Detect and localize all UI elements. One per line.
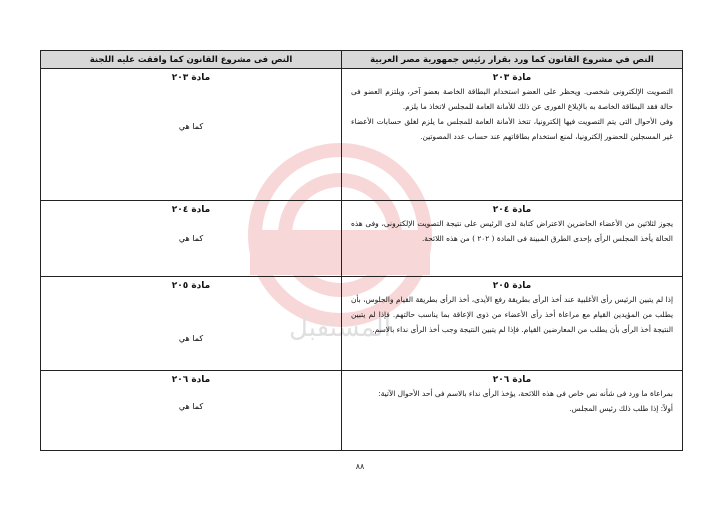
committee-status: كما هي: [178, 122, 204, 131]
original-text-cell: [342, 277, 683, 371]
article-title: مادة ٢٠٦: [171, 375, 211, 385]
table-row: [41, 277, 683, 371]
article-paragraph: وفى الأحوال التى يتم التصويت فيها إلكترونيا، تتخذ الأمانة العامة للمجلس ما يلزم لغلق حسابات الأعضاء غير المسجلين للحضور إلكترونيا، لمنع استخدام بطاقاتهم عند حساب عدد المصوتين.: [351, 117, 673, 141]
table-row: [41, 201, 683, 277]
original-text-cell: [342, 371, 683, 451]
committee-status: كما هي: [178, 402, 204, 411]
article-title: مادة ٢٠٥: [492, 281, 532, 291]
page-number: ٨٨: [355, 462, 365, 471]
law-comparison-table: [40, 50, 683, 451]
article-title: مادة ٢٠٤: [492, 205, 532, 215]
article-body: [343, 84, 681, 146]
watermark-tagline: المستقبل: [289, 313, 391, 343]
original-text-cell: [342, 69, 683, 201]
table-row: [41, 371, 683, 451]
article-body: [343, 386, 681, 418]
table-row: [41, 69, 683, 201]
article-title: مادة ٢٠٣: [492, 73, 532, 83]
article-body: [343, 216, 681, 248]
article-paragraph: بمراعاة ما ورد فى شأنه نص خاص فى هذه اللائحة، يؤخذ الرأى نداء بالاسم فى أحد الأحوال الآتية:: [378, 389, 673, 398]
header-committee-text: النص فى مشروع القانون كما وافقت عليه اللجنة: [41, 51, 342, 69]
article-paragraph: التصويت الإلكترونى شخصى. ويحظر على العضو استخدام البطاقة الخاصة بعضو آخر، ويلتزم العضو فى حالة فقد البطاقة الخاصة به بالإبلاغ الفورى عن ذلك للأمانة العامة للمجلس لاتخاذ ما يلزم.: [351, 87, 673, 111]
article-paragraph: يجوز لثلاثين من الأعضاء الحاضرين الاعتراض كتابة لدى الرئيس على نتيجة التصويت الإلكترونى، وفى هذه الحالة يأخذ المجلس الرأى بإحدى الطرق المبينة فى المادة ( ٢٠٢ ) من هذه اللائحة.: [351, 219, 673, 243]
table-header-row: [41, 51, 683, 69]
committee-status: كما هي: [178, 234, 204, 243]
article-title: مادة ٢٠٤: [171, 205, 211, 215]
article-title: مادة ٢٠٣: [171, 73, 211, 83]
article-paragraph: إذا لم يتبين الرئيس رأى الأغلبية عند أخذ الرأى بطريقة رفع الأيدى، أخذ الرأى بطريقة القيام والجلوس، بأن يطلب من المؤيدين القيام مع مراعاة أخذ رأى الأعضاء من ذوى الإعاقة بما يناسب حالتهم. فإذا لم يتبين النتيجة أخذ الرأى بأن يطلب من المعارضين القيام. فإذا لم يتبين النتيجة وجب أخذ الرأى نداء بالاسم.: [351, 295, 673, 334]
committee-text-cell: [41, 371, 342, 451]
article-title: مادة ٢٠٥: [171, 281, 211, 291]
original-text-cell: [342, 201, 683, 277]
article-body: [343, 292, 681, 339]
article-title: مادة ٢٠٦: [492, 375, 532, 385]
committee-text-cell: [41, 201, 342, 277]
article-paragraph: أولاً: إذا طلب ذلك رئيس المجلس.: [569, 404, 673, 413]
committee-text-cell: [41, 69, 342, 201]
header-original-text: النص في مشروع القانون كما ورد بقرار رئيس جمهورية مصر العربية: [342, 51, 683, 69]
committee-text-cell: [41, 277, 342, 371]
committee-status: كما هي: [178, 334, 204, 343]
